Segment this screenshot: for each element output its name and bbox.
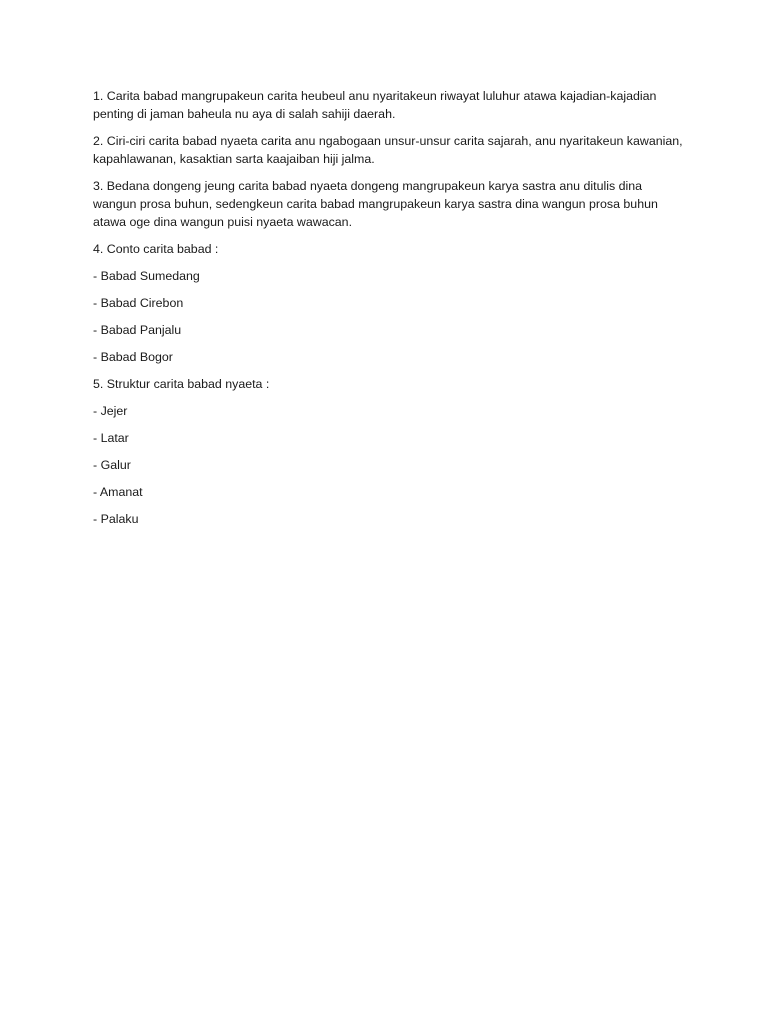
list-item-structure: - Palaku	[93, 512, 139, 526]
list-item-structure: - Jejer	[93, 404, 128, 418]
list-item-example: - Babad Bogor	[93, 350, 173, 364]
list-item-structure: - Galur	[93, 458, 131, 472]
paragraph-examples-heading: 4. Conto carita babad :	[93, 242, 219, 256]
list-item-structure: - Latar	[93, 431, 129, 445]
list-item-structure: - Amanat	[93, 485, 143, 499]
paragraph-characteristics: 2. Ciri-ciri carita babad nyaeta carita anu ngabogaan unsur-unsur carita sajarah, anu nyaritakeun kawanian, kapahlawanan, kasaktian sarta kaajaiban hiji jalma.	[93, 134, 683, 166]
list-item-example: - Babad Sumedang	[93, 269, 200, 283]
list-item-example: - Babad Panjalu	[93, 323, 182, 337]
document-body	[93, 87, 683, 537]
paragraph-structure-heading: 5. Struktur carita babad nyaeta :	[93, 377, 270, 391]
paragraph-definition: 1. Carita babad mangrupakeun carita heubeul anu nyaritakeun riwayat luluhur atawa kajadian-kajadian penting di jaman baheula nu aya di salah sahiji daerah.	[93, 89, 657, 121]
paragraph-difference: 3. Bedana dongeng jeung carita babad nyaeta dongeng mangrupakeun karya sastra anu ditulis dina wangun prosa buhun, sedengkeun carita babad mangrupakeun karya sastra dina wangun prosa buhun atawa oge dina wangun puisi nyaeta wawacan.	[93, 179, 658, 229]
list-item-example: - Babad Cirebon	[93, 296, 184, 310]
